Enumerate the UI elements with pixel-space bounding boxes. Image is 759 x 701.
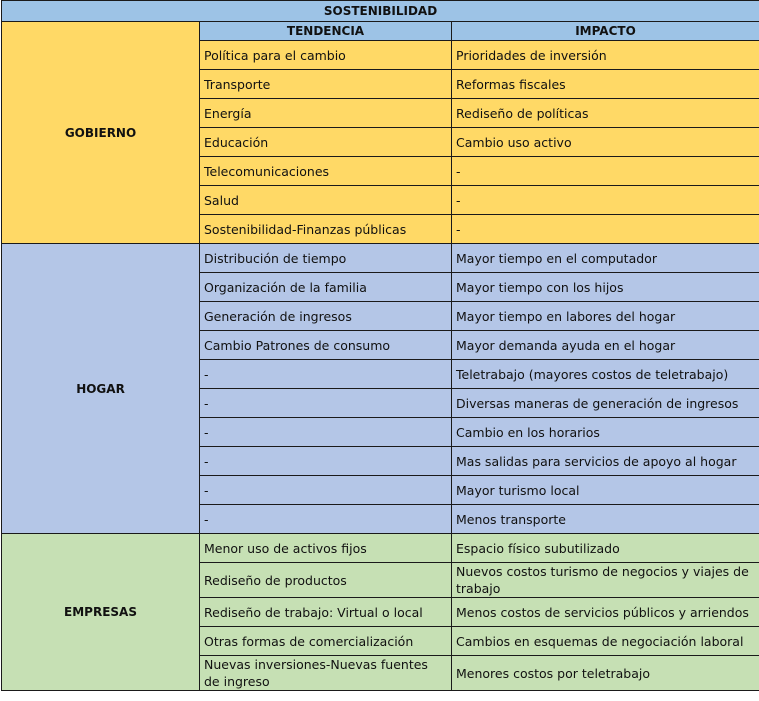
section-gobierno: GOBIERNO [2, 22, 200, 244]
impacto-cell: - [452, 215, 759, 244]
tendencia-cell: - [200, 476, 452, 505]
tendencia-cell: Cambio Patrones de consumo [200, 331, 452, 360]
tendencia-cell: Sostenibilidad-Finanzas públicas [200, 215, 452, 244]
impacto-cell: - [452, 157, 759, 186]
tendencia-cell: Salud [200, 186, 452, 215]
tendencia-cell: Energía [200, 99, 452, 128]
tendencia-cell: - [200, 447, 452, 476]
impacto-cell: Diversas maneras de generación de ingresos [452, 389, 759, 418]
impacto-cell: Mayor turismo local [452, 476, 759, 505]
tendencia-cell: Política para el cambio [200, 41, 452, 70]
tendencia-cell: Nuevas inversiones-Nuevas fuentes de ingreso [200, 656, 452, 691]
header-impacto: IMPACTO [452, 22, 759, 41]
impacto-cell: Mas salidas para servicios de apoyo al hogar [452, 447, 759, 476]
tendencia-cell: Rediseño de productos [200, 563, 452, 598]
tendencia-cell: - [200, 360, 452, 389]
impacto-cell: Mayor tiempo en labores del hogar [452, 302, 759, 331]
tendencia-cell: Rediseño de trabajo: Virtual o local [200, 598, 452, 627]
section-empresas: EMPRESAS [2, 534, 200, 691]
sostenibilidad-table [1, 0, 759, 691]
tendencia-cell: Telecomunicaciones [200, 157, 452, 186]
tendencia-cell: Educación [200, 128, 452, 157]
impacto-cell: Menos costos de servicios públicos y arriendos [452, 598, 759, 627]
impacto-cell: Menos transporte [452, 505, 759, 534]
tendencia-cell: Menor uso de activos fijos [200, 534, 452, 563]
section-hogar: HOGAR [2, 244, 200, 534]
impacto-cell: Reformas fiscales [452, 70, 759, 99]
tendencia-cell: Transporte [200, 70, 452, 99]
impacto-cell: Teletrabajo (mayores costos de teletrabajo) [452, 360, 759, 389]
tendencia-cell: - [200, 505, 452, 534]
impacto-cell: Mayor tiempo con los hijos [452, 273, 759, 302]
impacto-cell: Cambios en esquemas de negociación laboral [452, 627, 759, 656]
tendencia-cell: - [200, 418, 452, 447]
tendencia-cell: Generación de ingresos [200, 302, 452, 331]
impacto-cell: Mayor tiempo en el computador [452, 244, 759, 273]
impacto-cell: Prioridades de inversión [452, 41, 759, 70]
impacto-cell: Menores costos por teletrabajo [452, 656, 759, 691]
impacto-cell: Espacio físico subutilizado [452, 534, 759, 563]
impacto-cell: Cambio uso activo [452, 128, 759, 157]
impacto-cell: Rediseño de políticas [452, 99, 759, 128]
table-title: SOSTENIBILIDAD [2, 1, 759, 22]
header-tendencia: TENDENCIA [200, 22, 452, 41]
impacto-cell: - [452, 186, 759, 215]
impacto-cell: Mayor demanda ayuda en el hogar [452, 331, 759, 360]
impacto-cell: Nuevos costos turismo de negocios y viajes de trabajo [452, 563, 759, 598]
tendencia-cell: Otras formas de comercialización [200, 627, 452, 656]
impacto-cell: Cambio en los horarios [452, 418, 759, 447]
tendencia-cell: - [200, 389, 452, 418]
tendencia-cell: Organización de la familia [200, 273, 452, 302]
tendencia-cell: Distribución de tiempo [200, 244, 452, 273]
